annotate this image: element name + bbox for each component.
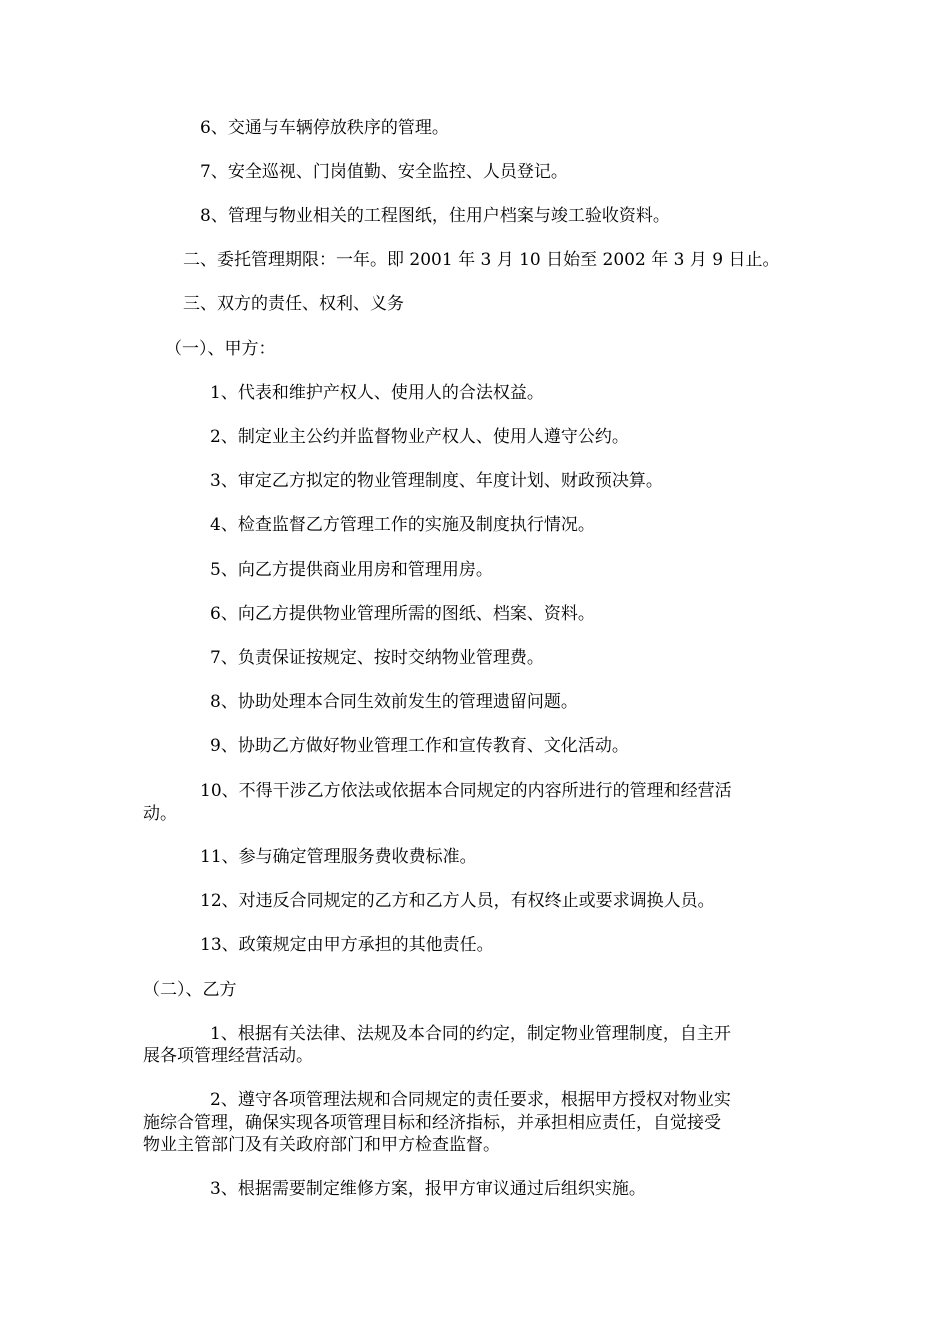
party-a-item-13: 13、政策规定由甲方承担的其他责任。	[200, 935, 494, 955]
party-a-item-10-line-1: 10、不得干涉乙方依法或依据本合同规定的内容所进行的管理和经营活	[200, 781, 732, 801]
party-a-heading: （一）、甲方：	[165, 339, 276, 359]
clause-6: 6、交通与车辆停放秩序的管理。	[200, 118, 449, 138]
party-a-item-12: 12、对违反合同规定的乙方和乙方人员，有权终止或要求调换人员。	[200, 891, 715, 911]
clause-8: 8、管理与物业相关的工程图纸，住用户档案与竣工验收资料。	[200, 206, 670, 226]
party-b-item-2-line-3: 物业主管部门及有关政府部门和甲方检查监督。	[143, 1135, 500, 1155]
party-b-heading: （二）、乙方	[143, 980, 237, 1000]
party-a-item-7: 7、负责保证按规定、按时交纳物业管理费。	[210, 648, 544, 668]
party-b-item-2-line-1: 2、遵守各项管理法规和合同规定的责任要求，根据甲方授权对物业实	[210, 1090, 731, 1110]
party-b-item-3: 3、根据需要制定维修方案，报甲方审议通过后组织实施。	[210, 1179, 646, 1199]
party-a-item-2: 2、制定业主公约并监督物业产权人、使用人遵守公约。	[210, 427, 629, 447]
party-a-item-6: 6、向乙方提供物业管理所需的图纸、档案、资料。	[210, 604, 595, 624]
party-a-item-11: 11、参与确定管理服务费收费标准。	[200, 847, 477, 867]
party-a-item-8: 8、协助处理本合同生效前发生的管理遗留问题。	[210, 692, 578, 712]
party-a-item-1: 1、代表和维护产权人、使用人的合法权益。	[210, 383, 544, 403]
party-a-item-5: 5、向乙方提供商业用房和管理用房。	[210, 560, 493, 580]
party-b-item-2-line-2: 施综合管理，确保实现各项管理目标和经济指标，并承担相应责任，自觉接受	[143, 1113, 721, 1133]
party-a-item-9: 9、协助乙方做好物业管理工作和宣传教育、文化活动。	[210, 736, 629, 756]
clause-7: 7、安全巡视、门岗值勤、安全监控、人员登记。	[200, 162, 568, 182]
party-a-item-4: 4、检查监督乙方管理工作的实施及制度执行情况。	[210, 515, 595, 535]
party-a-item-3: 3、审定乙方拟定的物业管理制度、年度计划、财政预决算。	[210, 471, 663, 491]
party-b-item-1-line-1: 1、根据有关法律、法规及本合同的约定，制定物业管理制度，自主开	[210, 1024, 731, 1044]
party-b-item-1-line-2: 展各项管理经营活动。	[143, 1046, 313, 1066]
section-2-term: 二、委托管理期限：一年。即 2001 年 3 月 10 日始至 2002 年 3 月 9 日止。	[183, 250, 780, 270]
party-a-item-10-line-2: 动。	[143, 804, 177, 824]
section-3-heading: 三、双方的责任、权利、义务	[183, 294, 404, 314]
